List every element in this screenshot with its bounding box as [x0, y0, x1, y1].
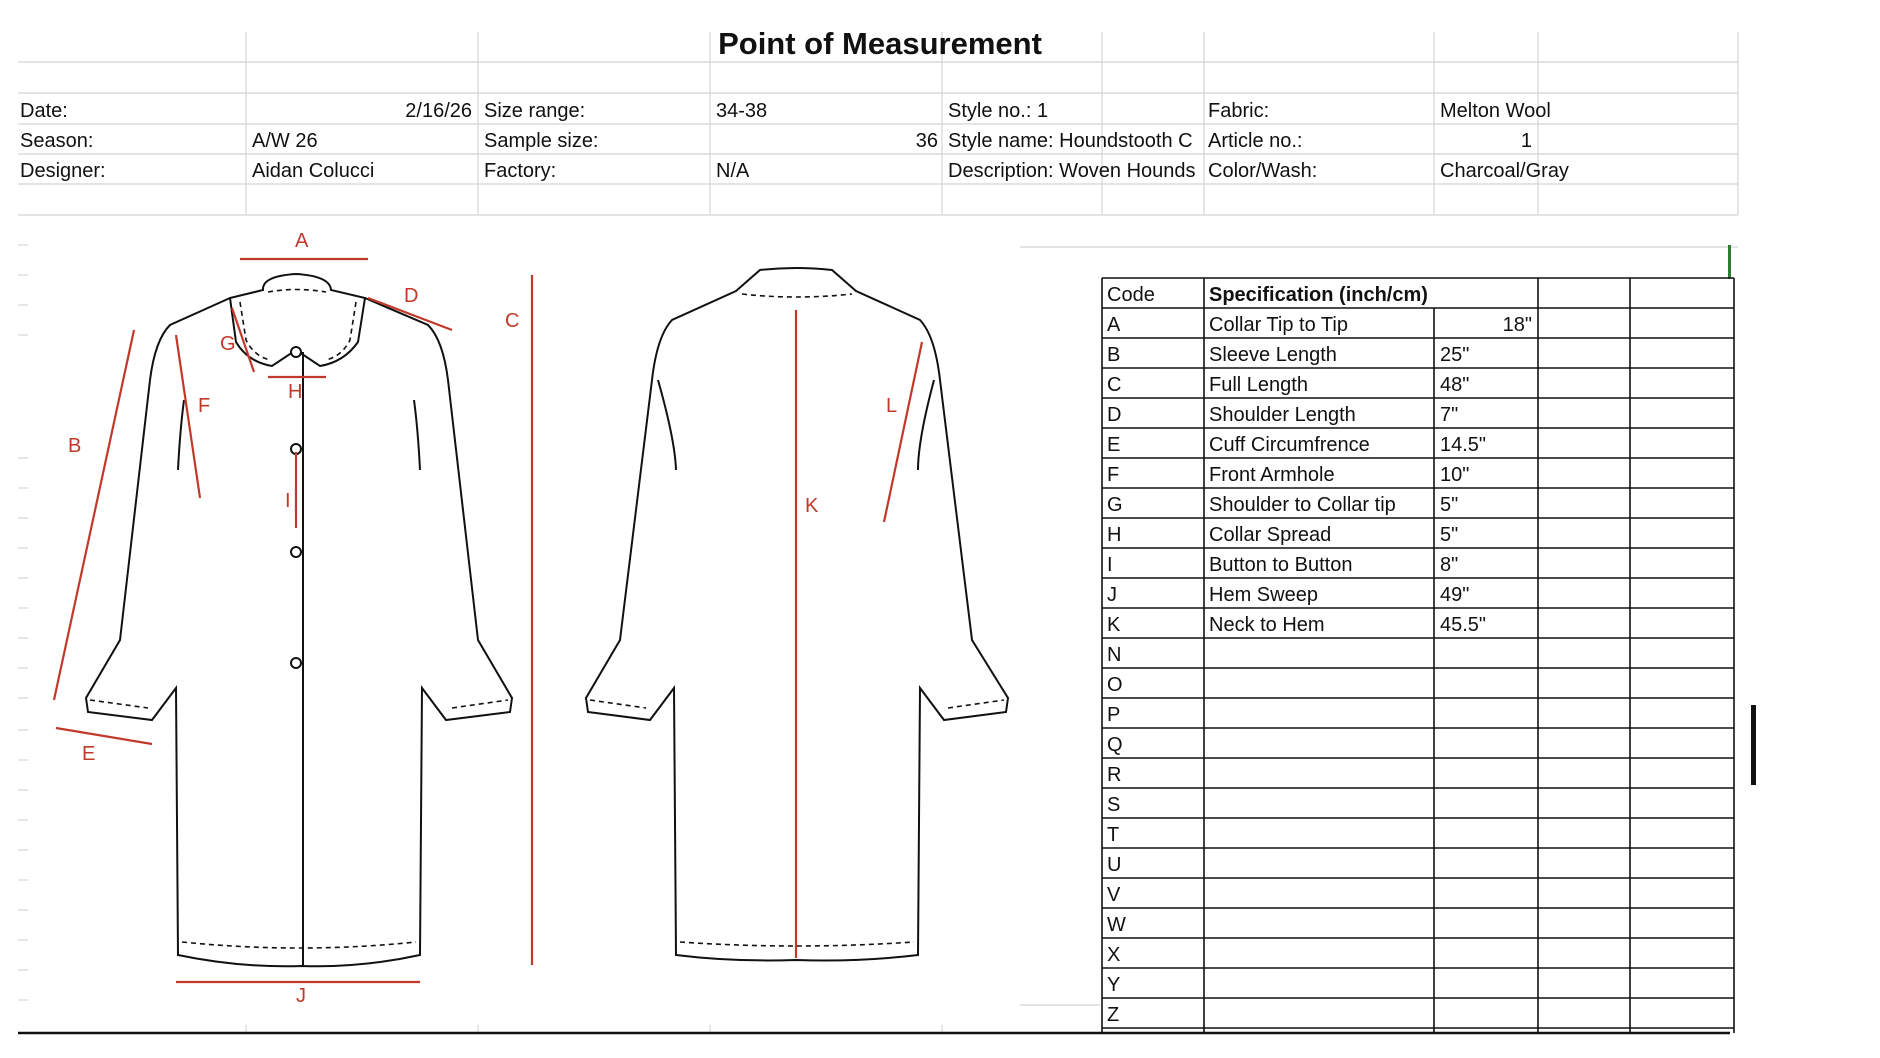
measure-line-F	[176, 335, 200, 498]
size-range-label: Size range:	[484, 100, 586, 122]
spec-row-value[interactable]: 5"	[1440, 524, 1459, 546]
measure-line-B	[54, 330, 134, 700]
measure-line-L	[884, 342, 922, 522]
article-no-value[interactable]: 1	[1520, 130, 1532, 152]
spec-row-code[interactable]: K	[1107, 614, 1121, 636]
designer-label: Designer:	[20, 160, 106, 182]
label-G: G	[220, 333, 236, 355]
spec-row-code[interactable]: Q	[1107, 734, 1123, 756]
description-label: Description:	[948, 160, 1054, 182]
factory-label: Factory:	[484, 160, 557, 182]
spec-row-name[interactable]: Sleeve Length	[1209, 344, 1337, 366]
spec-row-code[interactable]: P	[1107, 704, 1121, 726]
spec-row-name[interactable]: Button to Button	[1209, 554, 1353, 576]
spec-row-code[interactable]: F	[1107, 464, 1120, 486]
spec-row-code[interactable]: W	[1107, 914, 1126, 936]
spec-row-value[interactable]: 8"	[1440, 554, 1459, 576]
style-no-field[interactable]	[948, 100, 1098, 123]
page-title: Point of Measurement	[718, 26, 1042, 61]
label-E: E	[82, 743, 96, 765]
color-wash-label: Color/Wash:	[1208, 160, 1318, 182]
style-name-value: Houndstooth C	[1059, 130, 1193, 152]
label-H: H	[288, 381, 303, 403]
spec-spec-header: Specification (inch/cm)	[1209, 284, 1428, 306]
fabric-label: Fabric:	[1208, 100, 1270, 122]
spec-row-value[interactable]: 14.5"	[1440, 434, 1487, 456]
label-K: K	[805, 495, 819, 517]
spec-row-name[interactable]: Neck to Hem	[1209, 614, 1325, 636]
color-wash-value[interactable]: Charcoal/Gray	[1440, 160, 1569, 182]
spec-row-code[interactable]: A	[1107, 314, 1121, 336]
style-name-field[interactable]	[948, 130, 1202, 153]
spec-row-code[interactable]: N	[1107, 644, 1122, 666]
spec-row-value[interactable]: 49"	[1440, 584, 1470, 606]
style-no-label: Style no.:	[948, 100, 1032, 122]
spec-row-value[interactable]: 5"	[1440, 494, 1459, 516]
spec-table-grid	[1102, 278, 1734, 1033]
spec-row-value[interactable]: 25"	[1440, 344, 1470, 366]
label-A: A	[295, 230, 309, 252]
spec-row-code[interactable]: D	[1107, 404, 1122, 426]
spec-row-code[interactable]: H	[1107, 524, 1122, 546]
spec-row-name[interactable]: Shoulder Length	[1209, 404, 1356, 426]
label-B: B	[68, 435, 82, 457]
spec-row-value[interactable]: 10"	[1440, 464, 1470, 486]
spec-row-name[interactable]: Collar Spread	[1209, 524, 1332, 546]
spec-row-code[interactable]: I	[1107, 554, 1113, 576]
article-no-label: Article no.:	[1208, 130, 1303, 152]
cell-cursor-mark	[1728, 245, 1731, 279]
spec-row-code[interactable]: Z	[1107, 1004, 1120, 1026]
label-I: I	[285, 490, 291, 512]
factory-value[interactable]: N/A	[716, 160, 750, 182]
spec-row-code[interactable]: C	[1107, 374, 1122, 396]
spec-row-value[interactable]: 18"	[1502, 314, 1532, 336]
style-no-value: 1	[1036, 100, 1049, 122]
measurement-labels	[68, 230, 897, 1007]
size-range-value[interactable]: 34-38	[716, 100, 768, 122]
sample-size-label: Sample size:	[484, 130, 599, 152]
label-F: F	[198, 395, 211, 417]
spec-row-code[interactable]: O	[1107, 674, 1123, 696]
spec-row-name[interactable]: Cuff Circumfrence	[1209, 434, 1370, 456]
measure-line-E	[56, 728, 152, 744]
spec-row-code[interactable]: J	[1107, 584, 1117, 606]
spec-row-value[interactable]: 48"	[1440, 374, 1470, 396]
spec-row-code[interactable]: R	[1107, 764, 1122, 786]
spec-row-code[interactable]: S	[1107, 794, 1121, 816]
scroll-mark	[1751, 705, 1756, 785]
fabric-value[interactable]: Melton Wool	[1440, 100, 1551, 122]
style-name-label: Style name:	[948, 130, 1054, 152]
spec-code-header: Code	[1107, 284, 1155, 306]
spec-row-name[interactable]: Collar Tip to Tip	[1209, 314, 1348, 336]
label-D: D	[404, 285, 419, 307]
label-J: J	[296, 985, 306, 1007]
label-C: C	[505, 310, 520, 332]
description-value: Woven Hounds	[1059, 160, 1196, 182]
spec-row-code[interactable]: T	[1107, 824, 1120, 846]
spec-row-name[interactable]: Hem Sweep	[1209, 584, 1318, 606]
spec-row-name[interactable]: Full Length	[1209, 374, 1308, 396]
spec-row-code[interactable]: V	[1107, 884, 1121, 906]
season-value[interactable]: A/W 26	[252, 130, 318, 152]
spec-row-value[interactable]: 7"	[1440, 404, 1459, 426]
spec-row-name[interactable]: Front Armhole	[1209, 464, 1335, 486]
date-value[interactable]: 2/16/26	[405, 100, 472, 122]
spec-row-code[interactable]: E	[1107, 434, 1121, 456]
spec-row-code[interactable]: Y	[1107, 974, 1121, 996]
sample-size-value[interactable]: 36	[915, 130, 938, 152]
date-label: Date:	[20, 100, 68, 122]
season-label: Season:	[20, 130, 94, 152]
spec-row-value[interactable]: 45.5"	[1440, 614, 1487, 636]
spec-row-code[interactable]: U	[1107, 854, 1122, 876]
label-L: L	[886, 395, 898, 417]
spec-row-code[interactable]: G	[1107, 494, 1123, 516]
spec-row-name[interactable]: Shoulder to Collar tip	[1209, 494, 1396, 516]
measurement-lines	[54, 259, 922, 982]
spec-row-code[interactable]: B	[1107, 344, 1121, 366]
spec-row-code[interactable]: X	[1107, 944, 1121, 966]
designer-value[interactable]: Aidan Colucci	[252, 160, 375, 182]
description-field[interactable]	[948, 160, 1202, 183]
